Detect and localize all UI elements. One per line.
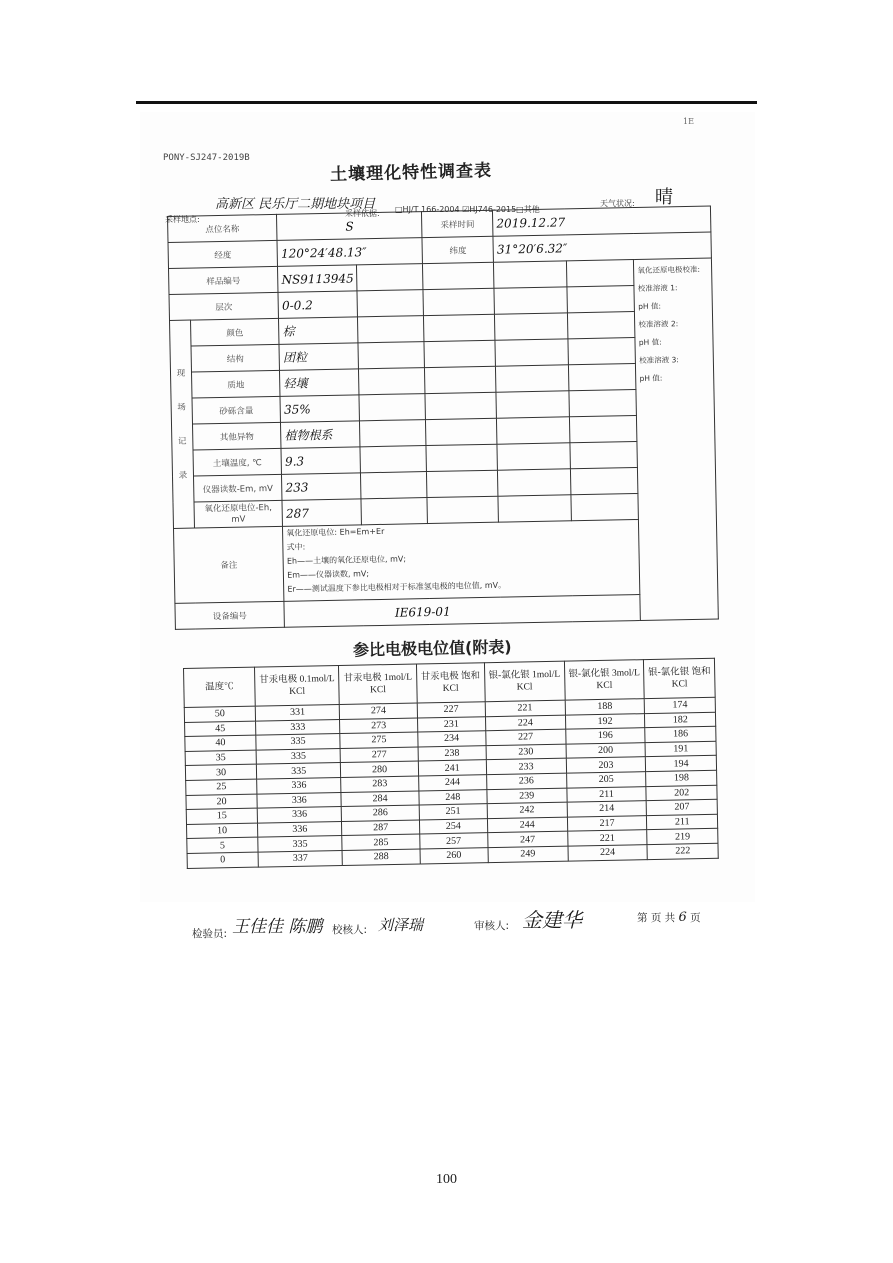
empty-cell	[360, 446, 426, 473]
device-no-value: IE619-01	[284, 593, 718, 627]
empty-cell	[358, 316, 424, 343]
redox-potential-label: 氧化还原电位-Eh, mV	[194, 500, 283, 528]
table-cell: 331	[255, 704, 340, 720]
table-cell: 10	[186, 823, 257, 839]
table-cell: 203	[566, 757, 646, 773]
instrument-reading-label: 仪器读数-Em, mV	[193, 474, 282, 502]
remark-line: Er——测试温度下参比电极相对于标准氢电极的电位值, mV。	[287, 580, 507, 594]
empty-cell	[496, 391, 569, 418]
latitude-label: 纬度	[422, 236, 494, 263]
inspector-signature: 王佳佳 陈鹏	[232, 917, 323, 937]
table-cell: 336	[257, 792, 342, 808]
texture-value: 轻壤	[280, 369, 360, 397]
col-header: 甘汞电极 饱和 KCl	[416, 663, 485, 703]
table-cell: 286	[342, 805, 420, 821]
empty-cell	[424, 340, 496, 367]
empty-cell	[498, 495, 571, 522]
empty-cell	[494, 261, 567, 288]
table-cell: 251	[419, 804, 487, 820]
table-cell: 335	[256, 734, 341, 750]
location-value: 高新区 民乐厅二期地块项目	[215, 197, 376, 212]
longitude-label: 经度	[168, 240, 278, 268]
empty-cell	[361, 498, 427, 525]
form-title: 土壤理化特性调查表	[329, 160, 493, 186]
table-cell: 248	[419, 789, 487, 805]
inspector-label: 检验员:	[192, 928, 228, 940]
foreign-matter-label: 其他异物	[192, 422, 281, 450]
table-cell: 238	[418, 745, 486, 761]
sample-no-label: 样品编号	[169, 266, 279, 294]
page-info-text: 页 共	[650, 912, 676, 924]
basis-label: 采样依据:	[345, 209, 380, 218]
empty-cell	[495, 339, 568, 366]
page-info	[637, 910, 701, 925]
table-cell: 335	[256, 748, 341, 764]
col-header: 银-氯化银 饱和 KCl	[644, 658, 715, 698]
table-cell: 227	[486, 729, 566, 745]
table-cell: 217	[567, 815, 647, 831]
empty-cell	[568, 338, 636, 365]
table-cell: 191	[645, 741, 716, 757]
table-cell: 224	[485, 715, 565, 731]
col-header: 银-氯化银 1mol/L KCl	[484, 661, 565, 702]
remark-line: Eh——土壤的氧化还原电位, mV;	[286, 554, 407, 566]
table-cell: 244	[418, 775, 486, 791]
col-header: 甘汞电极 0.1mol/L KCl	[254, 666, 339, 707]
color-value: 棕	[279, 317, 359, 345]
table-cell: 224	[568, 845, 648, 861]
instrument-reading-value: 233	[282, 473, 362, 501]
table-cell: 249	[488, 846, 568, 862]
gravel-content-value: 35%	[280, 395, 360, 423]
remark-label: 备注	[173, 526, 284, 603]
note-line: 校准溶液 1:	[637, 283, 678, 293]
table-cell: 188	[565, 699, 645, 715]
corner-mark: 1E	[683, 117, 694, 126]
table-cell: 211	[566, 786, 646, 802]
table-cell: 239	[487, 788, 567, 804]
table-cell: 288	[342, 849, 420, 865]
total-pages: 6	[678, 910, 687, 925]
field-record-char: 记	[177, 436, 187, 447]
texture-label: 质地	[191, 370, 280, 398]
table-cell: 182	[645, 712, 716, 728]
table-cell: 174	[645, 697, 716, 713]
empty-cell	[497, 417, 570, 444]
table-cell: 337	[258, 850, 343, 866]
empty-cell	[357, 290, 423, 317]
empty-cell	[496, 365, 569, 392]
table-cell: 244	[487, 817, 567, 833]
table-cell: 280	[341, 761, 419, 777]
field-record-char: 场	[177, 402, 186, 413]
empty-cell	[498, 469, 571, 496]
col-header: 温度℃	[184, 667, 256, 707]
empty-cell	[569, 390, 637, 417]
table-cell: 198	[646, 770, 717, 786]
empty-cell	[569, 416, 637, 443]
top-rule	[136, 101, 757, 104]
signature-row	[192, 910, 712, 950]
soil-temperature-label: 土壤温度, ℃	[193, 448, 282, 476]
note-line: 校准溶液 2:	[638, 319, 679, 329]
table-cell: 335	[256, 763, 341, 779]
approver-label: 审核人:	[474, 920, 510, 932]
table-cell: 333	[256, 719, 341, 735]
table-cell: 194	[646, 756, 717, 772]
table-cell: 0	[187, 852, 258, 868]
empty-cell	[570, 442, 638, 469]
field-record-char: 现	[176, 368, 186, 379]
table-cell: 211	[647, 814, 718, 830]
empty-cell	[427, 496, 499, 523]
approver-signature: 金建华	[522, 908, 582, 932]
table-cell: 257	[419, 833, 487, 849]
page-number: 100	[436, 1172, 457, 1187]
table-cell: 233	[486, 759, 566, 775]
table-cell: 284	[341, 791, 419, 807]
field-record-char: 录	[178, 470, 188, 481]
remark-line: 氧化还原电位: Eh=Em+Er	[286, 526, 385, 538]
table-cell: 214	[567, 801, 647, 817]
empty-cell	[567, 312, 635, 339]
table-cell: 234	[417, 731, 485, 747]
table-cell: 274	[340, 703, 418, 719]
weather-label: 天气状况:	[600, 199, 635, 208]
table-cell: 336	[257, 777, 342, 793]
document-code: PONY-SJ247-2019B	[163, 153, 250, 163]
note-line: pH 值:	[638, 337, 662, 347]
table-cell: 236	[486, 773, 566, 789]
latitude-value: 31°20′6.32″	[493, 232, 711, 262]
table-cell: 25	[186, 779, 257, 795]
empty-cell	[566, 260, 634, 287]
note-line: 校准溶液 3:	[639, 355, 679, 365]
weather-value: 晴	[655, 187, 673, 208]
table-cell: 45	[185, 721, 256, 737]
table-cell: 30	[185, 764, 256, 780]
table-cell: 40	[185, 735, 256, 751]
longitude-value: 120°24′48.13″	[277, 238, 422, 267]
table-cell: 285	[342, 834, 420, 850]
table-cell: 247	[487, 831, 567, 847]
note-line: pH 值:	[639, 373, 663, 383]
empty-cell	[494, 287, 567, 314]
empty-cell	[360, 420, 426, 447]
remark-line: Em——仪器读数, mV;	[287, 569, 370, 580]
structure-value: 团粒	[279, 343, 359, 371]
sample-time-label: 采样时间	[422, 210, 494, 237]
empty-cell	[571, 494, 639, 521]
col-header: 甘汞电极 1mol/L KCl	[339, 664, 417, 704]
table-cell: 221	[485, 700, 565, 716]
empty-cell	[357, 264, 423, 291]
table-cell: 241	[418, 760, 486, 776]
table-cell: 219	[647, 829, 718, 845]
table-cell: 273	[340, 718, 418, 734]
table-cell: 275	[340, 732, 418, 748]
empty-cell	[426, 418, 498, 445]
remark-line: 式中:	[286, 542, 306, 552]
table-cell: 231	[417, 716, 485, 732]
page-info-text: 页	[690, 912, 701, 924]
soil-temperature-value: 9.3	[281, 447, 361, 475]
empty-cell	[425, 366, 497, 393]
empty-cell	[567, 286, 635, 313]
table-cell: 200	[566, 742, 646, 758]
table-cell: 35	[185, 750, 256, 766]
table-cell: 287	[342, 820, 420, 836]
soil-survey-form	[167, 206, 719, 636]
empty-cell	[495, 313, 568, 340]
table-cell: 227	[417, 702, 485, 718]
foreign-matter-value: 植物根系	[281, 421, 361, 449]
device-no-label: 设备编号	[175, 601, 285, 629]
table-cell: 15	[186, 808, 257, 824]
empty-cell	[497, 443, 570, 470]
empty-cell	[425, 392, 497, 419]
page-info-text: 第	[637, 912, 648, 924]
table-cell: 230	[486, 744, 566, 760]
table-cell: 186	[645, 726, 716, 742]
remark-text	[283, 518, 718, 601]
point-name-label: 点位名称	[168, 214, 278, 242]
table-cell: 260	[420, 848, 488, 864]
table-cell: 222	[647, 843, 718, 859]
table-cell: 254	[419, 818, 487, 834]
appendix-body	[184, 697, 718, 868]
empty-cell	[570, 468, 638, 495]
empty-cell	[424, 314, 496, 341]
note-line: 氧化还原电极校准:	[637, 264, 701, 275]
table-cell: 20	[186, 794, 257, 810]
table-cell: 196	[565, 728, 645, 744]
reviewer-label: 校核人:	[332, 924, 368, 936]
table-cell: 221	[567, 830, 647, 846]
layer-label: 层次	[169, 292, 279, 320]
sample-time-value: 2019.12.27	[493, 206, 711, 236]
empty-cell	[359, 368, 425, 395]
table-cell: 242	[487, 802, 567, 818]
table-cell: 205	[566, 772, 646, 788]
empty-cell	[427, 470, 499, 497]
table-cell: 277	[340, 747, 418, 763]
reviewer-signature: 刘泽瑞	[378, 916, 424, 934]
appendix-title: 参比电极电位值(附表)	[352, 637, 512, 660]
empty-cell	[568, 364, 636, 391]
table-cell: 202	[646, 785, 717, 801]
location-label: 采样地点:	[165, 215, 200, 224]
gravel-content-label: 砂砾含量	[192, 396, 281, 424]
empty-cell	[423, 288, 495, 315]
table-cell: 192	[565, 713, 645, 729]
table-cell: 50	[184, 706, 255, 722]
empty-cell	[361, 472, 427, 499]
reference-electrode-table	[183, 658, 719, 869]
structure-label: 结构	[191, 344, 280, 372]
table-cell: 336	[257, 807, 342, 823]
empty-cell	[358, 342, 424, 369]
table-cell: 335	[258, 836, 343, 852]
redox-potential-value: 287	[282, 499, 362, 527]
layer-value: 0-0.2	[278, 291, 358, 319]
table-cell: 5	[187, 837, 258, 853]
empty-cell	[423, 262, 495, 289]
note-line: pH 值:	[638, 301, 662, 311]
color-label: 颜色	[190, 318, 279, 346]
basis-options: □HJ/T 166-2004 ☑HJ746-2015□其他	[395, 205, 540, 214]
table-cell: 207	[647, 799, 718, 815]
empty-cell	[426, 444, 498, 471]
table-cell: 283	[341, 776, 419, 792]
col-header: 银-氯化银 3mol/L KCl	[564, 660, 645, 701]
point-name-value: S	[277, 212, 422, 241]
table-cell: 336	[257, 821, 342, 837]
sample-no-value: NS9113945	[278, 265, 358, 293]
empty-cell	[359, 394, 425, 421]
